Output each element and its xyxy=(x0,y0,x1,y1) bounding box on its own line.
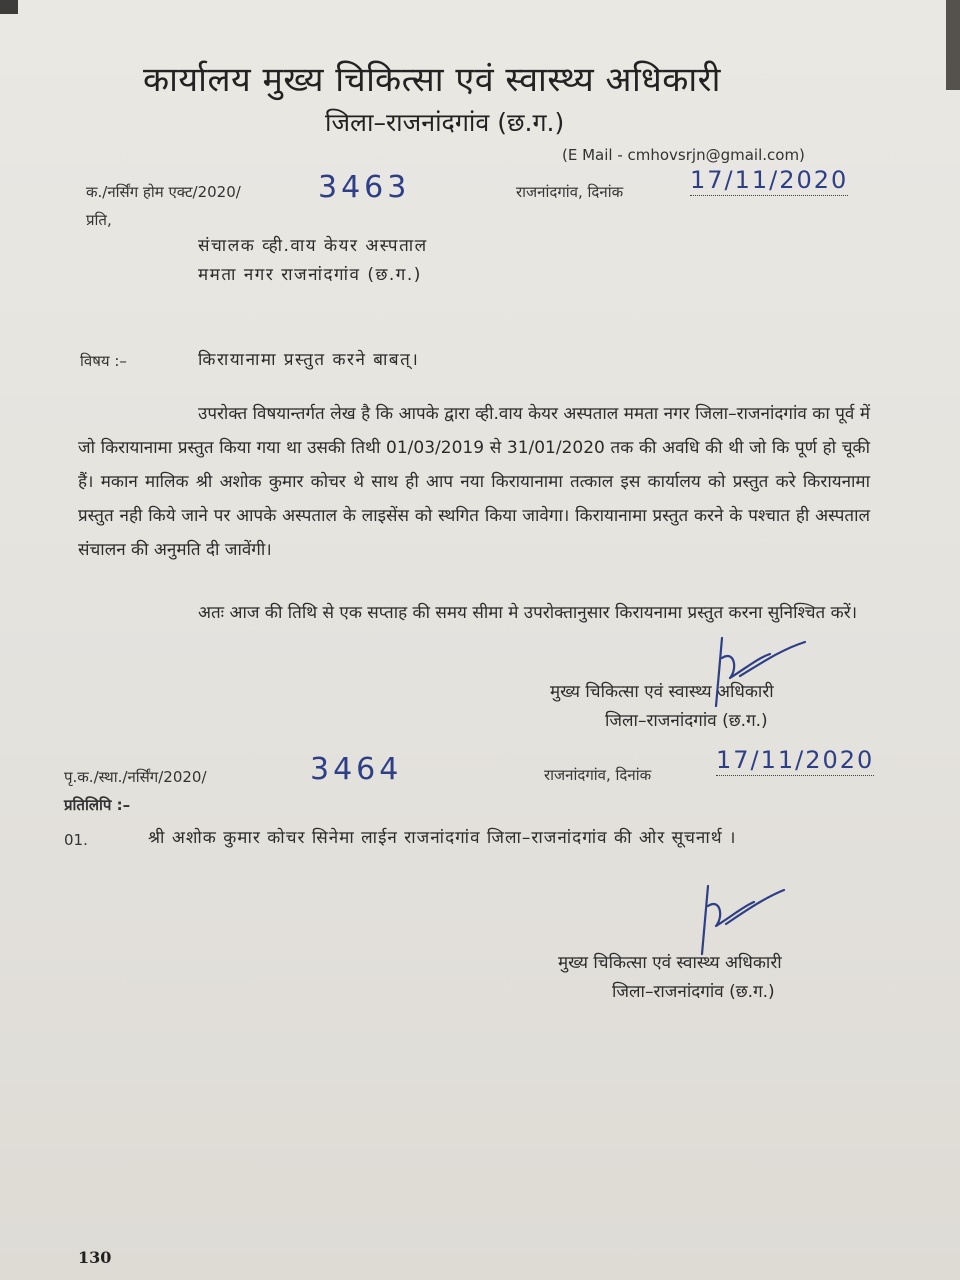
subject-text: किरायानामा प्रस्तुत करने बाबत्। xyxy=(198,350,420,370)
copy-item-text: श्री अशोक कुमार कोचर सिनेमा लाईन राजनांदगांव जिला–राजनांदगांव की ओर सूचनार्थ । xyxy=(148,828,737,848)
copy-place-date-label: राजनांदगांव, दिनांक xyxy=(544,766,652,784)
page-edge-shadow xyxy=(946,0,960,90)
reference-label: क./नर्सिंग होम एक्ट/2020/ xyxy=(86,183,241,201)
copy-reference-number-handwritten: 3464 xyxy=(310,752,403,787)
to-label: प्रति, xyxy=(86,211,112,229)
signatory-district-1: जिला–राजनांदगांव (छ.ग.) xyxy=(605,711,768,731)
page-corner-shadow xyxy=(0,0,18,14)
place-date-label: राजनांदगांव, दिनांक xyxy=(516,183,624,201)
office-title: कार्यालय मुख्य चिकित्सा एवं स्वास्थ्य अधिकारी xyxy=(143,60,721,100)
copy-date-handwritten: 17/11/2020 xyxy=(716,746,875,774)
office-email: (E Mail - cmhovsrjn@gmail.com) xyxy=(562,146,805,164)
subject-label: विषय :– xyxy=(80,352,127,370)
copy-reference-label: पृ.क./स्था./नर्सिंग/2020/ xyxy=(64,768,207,786)
signatory-title-2: मुख्य चिकित्सा एवं स्वास्थ्य अधिकारी xyxy=(558,953,782,973)
signatory-district-2: जिला–राजनांदगांव (छ.ग.) xyxy=(612,982,775,1002)
copy-item-number: 01. xyxy=(64,831,88,849)
letter-date-handwritten: 17/11/2020 xyxy=(690,166,849,194)
signatory-title-1: मुख्य चिकित्सा एवं स्वास्थ्य अधिकारी xyxy=(550,682,774,702)
recipient-line-1: संचालक व्ही.वाय केयर अस्पताल xyxy=(198,236,428,256)
reference-number-handwritten: 3463 xyxy=(318,170,411,205)
office-district: जिला–राजनांदगांव (छ.ग.) xyxy=(325,108,565,137)
signature-mark-2 xyxy=(688,878,788,958)
copy-label: प्रतिलिपि :– xyxy=(64,796,131,814)
body-paragraph-2: अतः आज की तिथि से एक सप्ताह की समय सीमा मे उपरोक्तानुसार किरायनामा प्रस्तुत करना सुनिश्चित करें। xyxy=(198,603,858,623)
recipient-line-2: ममता नगर राजनांदगांव (छ.ग.) xyxy=(198,265,422,285)
body-paragraph-1: उपरोक्त विषयान्तर्गत लेख है कि आपके द्वारा व्ही.वाय केयर अस्पताल ममता नगर जिला–राजनांदगांव का पूर्व में जो किरायानामा प्रस्तुत किया गया था उसकी तिथी 01/03/2019 से 31/01/2020 तक की अवधि की थी जो कि पूर्ण हो चूकी हैं। मकान मालिक श्री अशोक कुमार कोचर थे साथ ही आप नया किरायानामा तत्काल इस कार्यालय को प्रस्तुत करे किरायनामा प्रस्तुत नही किये जाने पर आपके अस्पताल के लाइसेंस को स्थगित किया जावेगा। किरायानामा प्रस्तुत करने के पश्चात ही अस्पताल संचालन की अनुमति दी जावेंगी। xyxy=(78,404,870,560)
page-number: 130 xyxy=(78,1248,112,1267)
